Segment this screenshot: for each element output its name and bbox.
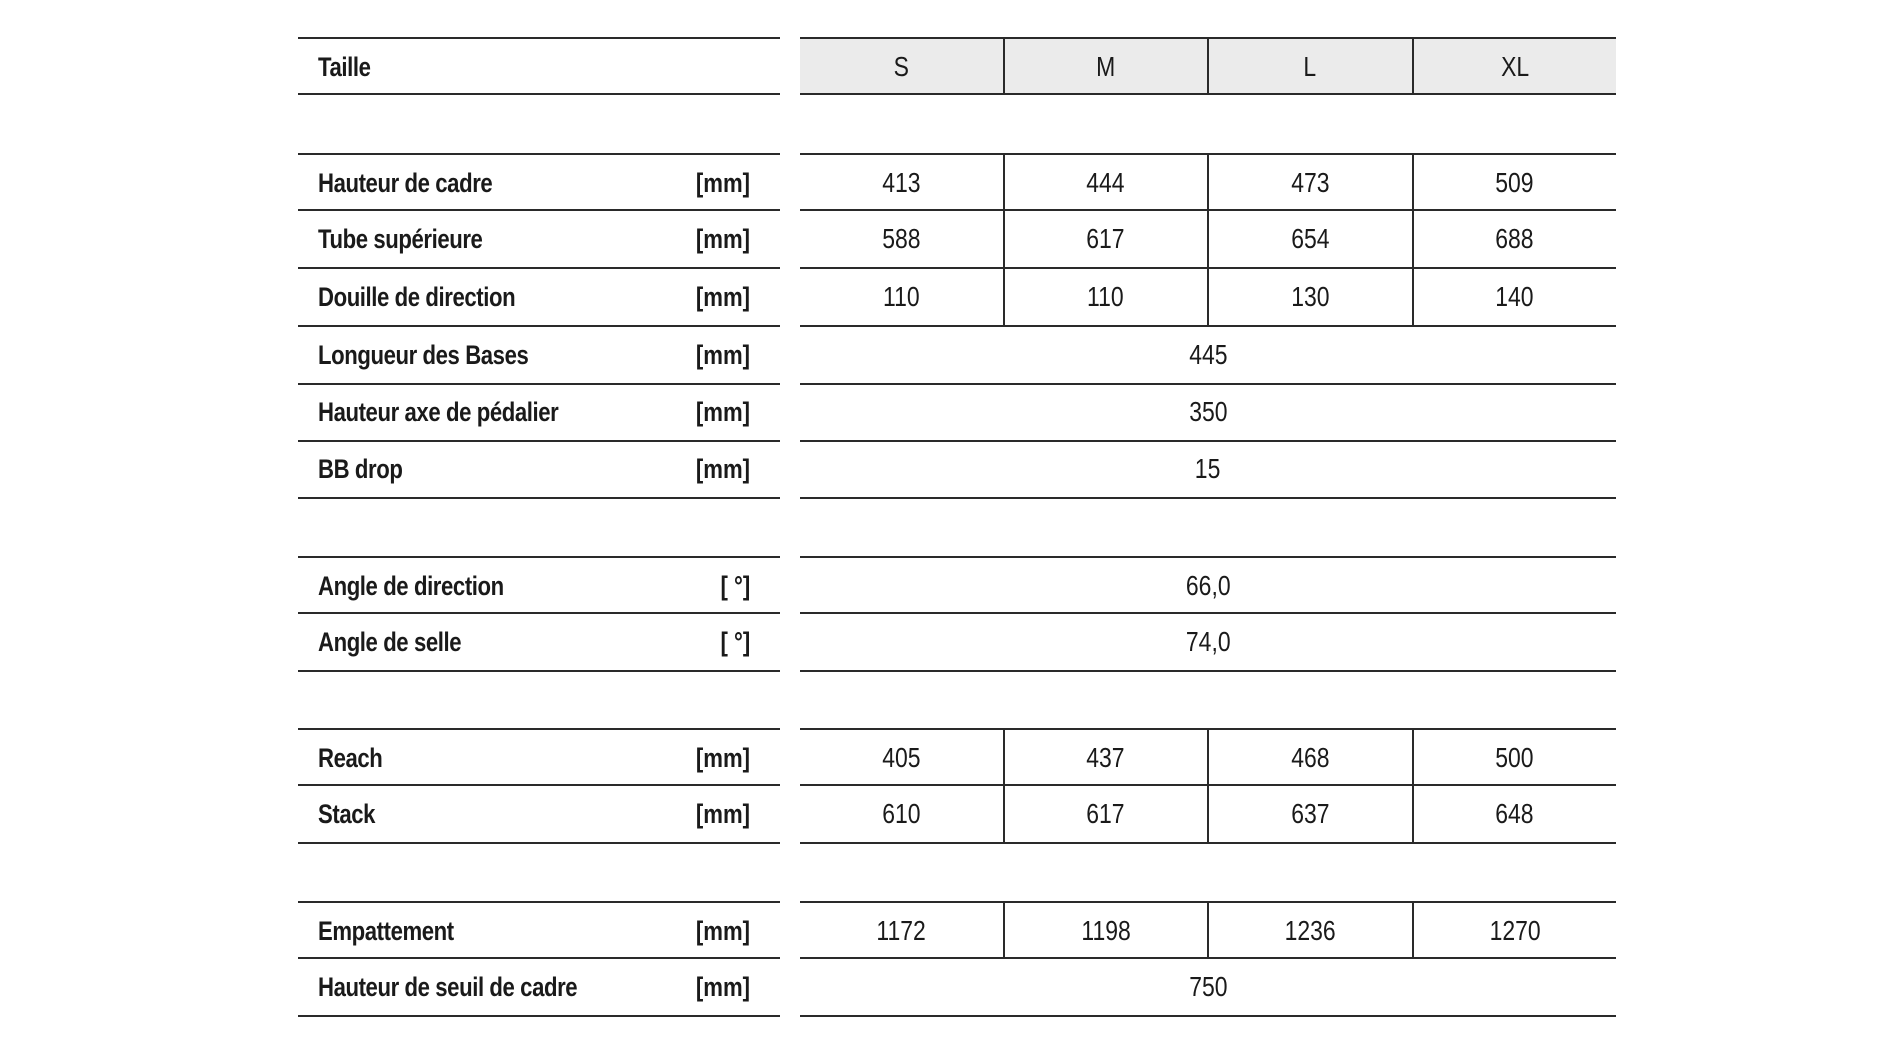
value-cell: 509 <box>1412 155 1617 209</box>
row-unit: [ °] <box>720 571 750 601</box>
row-label: Hauteur de cadre <box>318 168 493 198</box>
header-label: Taille <box>318 52 371 82</box>
row-label: Tube supérieure <box>318 224 483 254</box>
value-cell-merged: 445 <box>1188 339 1228 370</box>
row-values <box>800 728 1616 786</box>
value-cell: 617 <box>1003 211 1208 267</box>
value-cell: 1198 <box>1003 903 1208 957</box>
value-cell-merged: 15 <box>1195 453 1221 484</box>
row-label-cell <box>298 211 780 269</box>
row-values <box>800 441 1616 499</box>
value-cell-merged: 74,0 <box>1185 626 1231 657</box>
value-cell: 688 <box>1412 211 1617 267</box>
value-cell: 1172 <box>876 915 926 946</box>
value-cell: 110 <box>1003 269 1208 325</box>
row-unit: [mm] <box>695 972 750 1002</box>
row-label-cell <box>298 786 780 844</box>
row-values <box>800 153 1616 211</box>
row-label: Angle de direction <box>318 571 504 601</box>
row-values <box>800 384 1616 442</box>
value-cell: 617 <box>1003 786 1208 842</box>
row-label: BB drop <box>318 454 403 484</box>
row-unit: [mm] <box>695 454 750 484</box>
value-cell: 500 <box>1412 730 1617 784</box>
row-unit: [ °] <box>720 627 750 657</box>
row-label: Angle de selle <box>318 627 462 657</box>
row-label-cell <box>298 327 780 385</box>
value-cell: 413 <box>882 167 921 198</box>
table-row <box>0 556 1892 614</box>
value-cell: 473 <box>1207 155 1412 209</box>
table-row <box>0 901 1892 959</box>
size-header-m: M <box>1003 39 1208 93</box>
table-row <box>0 269 1892 327</box>
table-row <box>0 384 1892 442</box>
row-unit: [mm] <box>695 224 750 254</box>
table-row <box>0 728 1892 786</box>
size-header-l: L <box>1207 39 1412 93</box>
row-label-cell <box>298 556 780 614</box>
value-cell: 1270 <box>1412 903 1617 957</box>
row-label-cell <box>298 384 780 442</box>
value-cell: 130 <box>1207 269 1412 325</box>
row-label: Douille de direction <box>318 282 516 312</box>
row-label: Reach <box>318 743 383 773</box>
row-label: Hauteur de seuil de cadre <box>318 972 578 1002</box>
row-values <box>800 959 1616 1017</box>
row-unit: [mm] <box>695 916 750 946</box>
value-cell: 637 <box>1207 786 1412 842</box>
row-label-cell <box>298 728 780 786</box>
row-unit: [mm] <box>695 168 750 198</box>
row-values <box>800 556 1616 614</box>
row-values <box>800 786 1616 844</box>
row-label: Hauteur axe de pédalier <box>318 397 559 427</box>
value-cell: 648 <box>1412 786 1617 842</box>
value-cell: 405 <box>882 742 921 773</box>
value-cell-merged: 750 <box>1188 971 1228 1002</box>
row-values <box>800 269 1616 327</box>
row-label-cell <box>298 614 780 672</box>
row-values <box>800 327 1616 385</box>
value-cell: 444 <box>1003 155 1208 209</box>
row-unit: [mm] <box>695 282 750 312</box>
table-row <box>0 327 1892 385</box>
row-label: Empattement <box>318 916 454 946</box>
row-label-cell <box>298 901 780 959</box>
row-label-cell <box>298 959 780 1017</box>
value-cell: 1236 <box>1207 903 1412 957</box>
header-row <box>0 37 1892 95</box>
row-label: Stack <box>318 799 376 829</box>
value-cell-merged: 350 <box>1188 396 1228 427</box>
value-cell: 468 <box>1207 730 1412 784</box>
row-values <box>800 614 1616 672</box>
table-row <box>0 211 1892 269</box>
value-cell: 654 <box>1207 211 1412 267</box>
row-label-cell <box>298 441 780 499</box>
size-header-xl: XL <box>1412 39 1617 93</box>
row-unit: [mm] <box>695 397 750 427</box>
value-cell: 140 <box>1412 269 1617 325</box>
row-label: Longueur des Bases <box>318 340 529 370</box>
row-label-cell <box>298 153 780 211</box>
size-header-s: S <box>893 51 909 82</box>
row-unit: [mm] <box>695 799 750 829</box>
value-cell: 588 <box>882 223 921 254</box>
header-label-cell <box>298 37 780 95</box>
row-label-cell <box>298 269 780 327</box>
table-row <box>0 959 1892 1017</box>
value-cell-merged: 66,0 <box>1185 570 1231 601</box>
row-unit: [mm] <box>695 340 750 370</box>
table-row <box>0 786 1892 844</box>
row-unit: [mm] <box>695 743 750 773</box>
row-values <box>800 211 1616 269</box>
row-values <box>800 901 1616 959</box>
value-cell: 110 <box>882 281 920 312</box>
table-row <box>0 153 1892 211</box>
value-cell: 610 <box>882 798 921 829</box>
table-row <box>0 614 1892 672</box>
value-cell: 437 <box>1003 730 1208 784</box>
size-header-cells <box>800 37 1616 95</box>
table-row <box>0 441 1892 499</box>
